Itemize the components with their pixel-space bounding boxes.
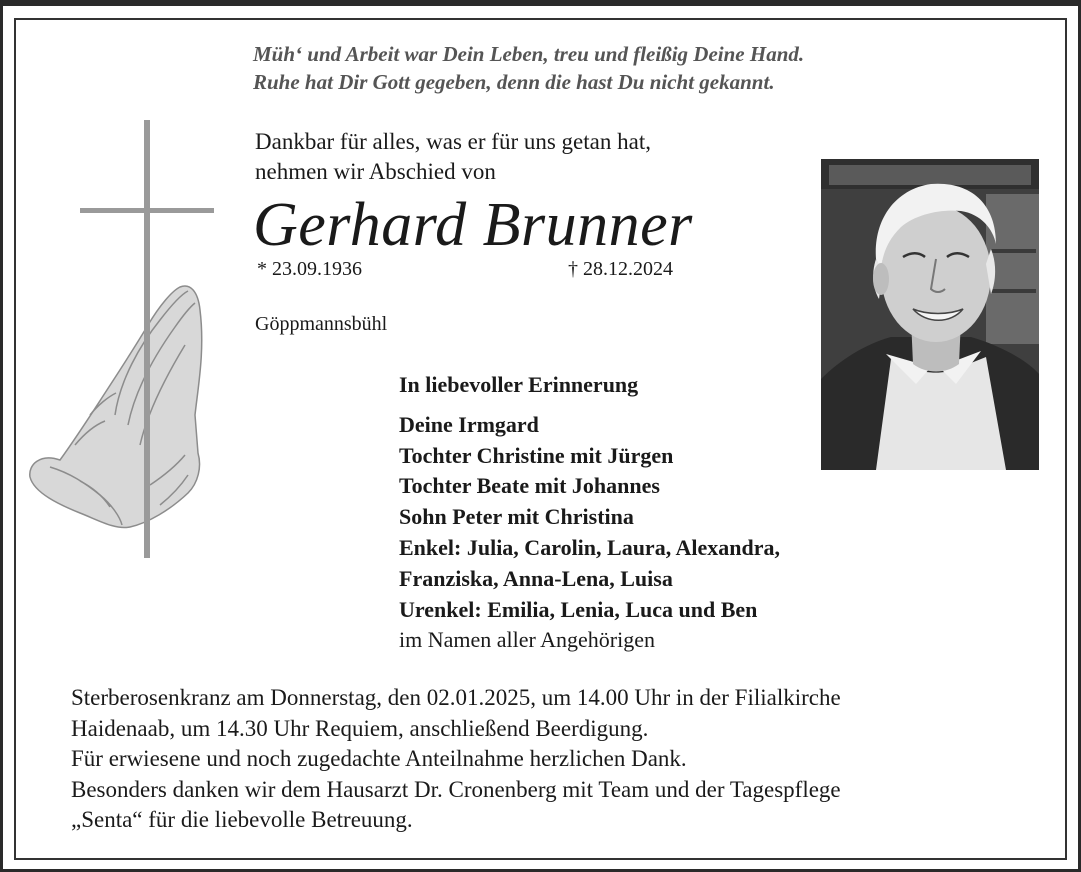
closing-text <box>71 683 841 836</box>
mourner-line: Sohn Peter mit Christina <box>399 504 634 530</box>
mourner-line: Urenkel: Emilia, Lenia, Luca und Ben <box>399 596 758 622</box>
motto <box>253 40 804 96</box>
mourners-list <box>399 370 780 656</box>
intro-line-1: Dankbar für alles, was er für uns getan hat, <box>255 129 651 154</box>
motto-line-1: Müh‘ und Arbeit war Dein Leben, treu und fleißig Deine Hand. <box>253 42 805 66</box>
cross-and-hands <box>20 115 220 570</box>
mourners-heading: In liebevoller Erinnerung <box>399 372 639 397</box>
portrait-photo <box>821 159 1039 470</box>
birth-date: * 23.09.1936 <box>257 258 362 280</box>
mourner-line: Tochter Christine mit Jürgen <box>399 442 674 468</box>
mourner-line: Tochter Beate mit Johannes <box>399 473 660 499</box>
portrait-image <box>821 159 1039 470</box>
intro-line-2: nehmen wir Abschied von <box>255 159 496 184</box>
motto-line-2: Ruhe hat Dir Gott gegeben, denn die hast Du nicht gekannt. <box>253 70 775 94</box>
mourner-line: Deine Irmgard <box>399 411 539 437</box>
praying-hands-icon <box>30 286 202 528</box>
closing-line: Haidenaab, um 14.30 Uhr Requiem, anschließend Beerdigung. <box>71 715 649 741</box>
death-date: † 28.12.2024 <box>568 258 673 280</box>
closing-line: Sterberosenkranz am Donnerstag, den 02.01.2025, um 14.00 Uhr in der Filialkirche <box>71 685 841 710</box>
place-of-residence: Göppmannsbühl <box>255 313 388 335</box>
on-behalf-line: im Namen aller Angehörigen <box>399 627 655 653</box>
closing-line: Besonders danken wir dem Hausarzt Dr. Cronenberg mit Team und der Tagespflege <box>71 776 841 802</box>
deceased-name: Gerhard Brunner <box>253 191 693 259</box>
mourner-line: Franziska, Anna-Lena, Luisa <box>399 565 673 591</box>
closing-line: Für erwiesene und noch zugedachte Anteilnahme herzlichen Dank. <box>71 746 687 771</box>
cross-icon <box>20 115 220 565</box>
intro-text <box>255 127 651 187</box>
closing-line: „Senta“ für die liebevolle Betreuung. <box>71 807 413 832</box>
mourner-line: Enkel: Julia, Carolin, Laura, Alexandra, <box>399 534 780 560</box>
